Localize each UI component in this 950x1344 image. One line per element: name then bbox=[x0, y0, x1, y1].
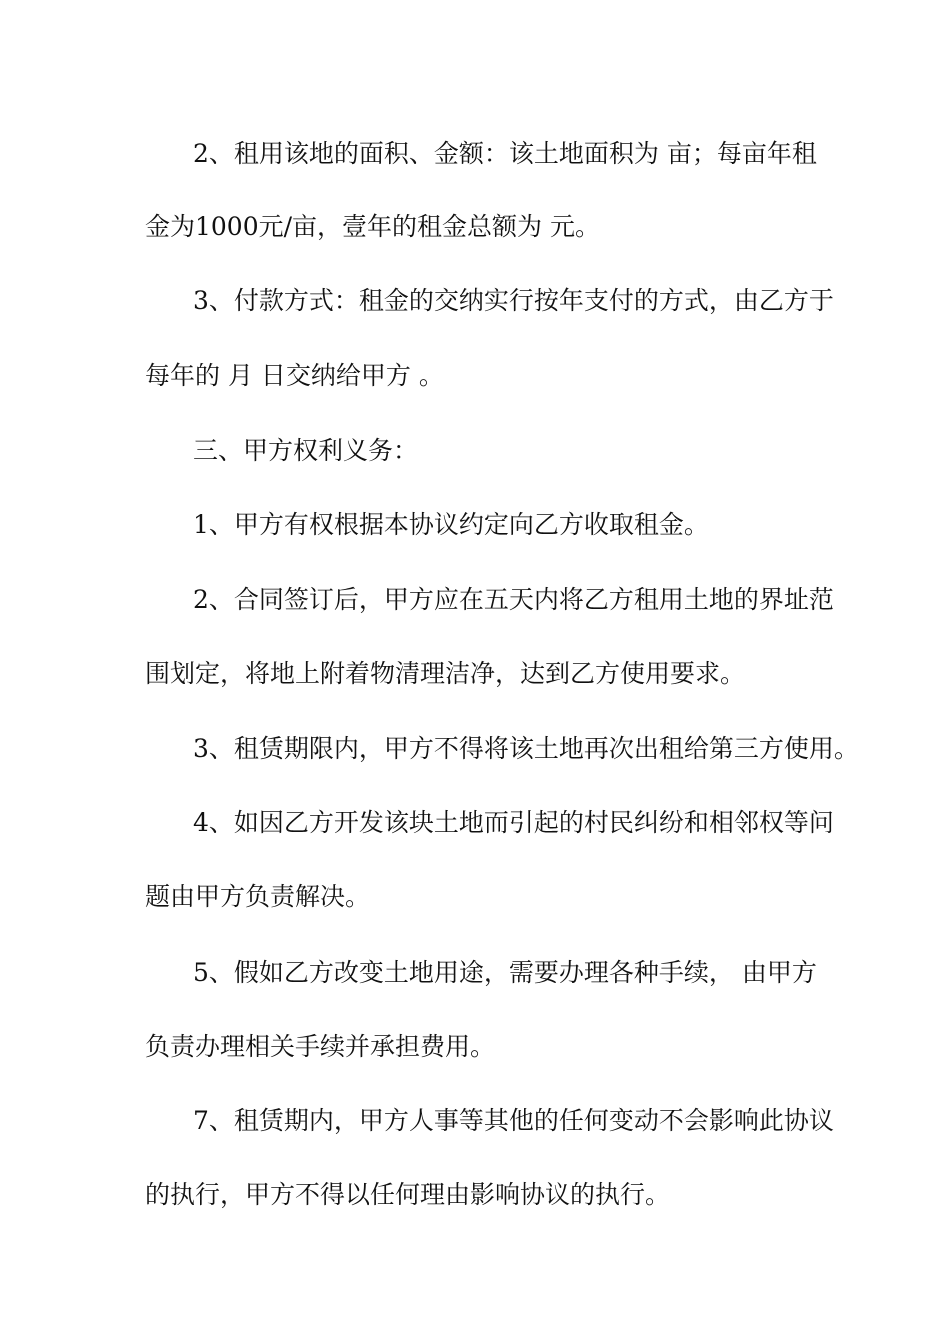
text-line: 3、付款方式：租金的交纳实行按年支付的方式，由乙方于 bbox=[193, 286, 834, 315]
text-line: 围划定，将地上附着物清理洁净，达到乙方使用要求。 bbox=[145, 659, 746, 688]
text-line: 题由甲方负责解决。 bbox=[145, 882, 371, 911]
text-line: 的执行，甲方不得以任何理由影响协议的执行。 bbox=[145, 1180, 671, 1209]
text-line: 2、租用该地的面积、金额：该土地面积为 亩；每亩年租 bbox=[193, 139, 817, 168]
text-line: 3、租赁期限内，甲方不得将该土地再次出租给第三方使用。 bbox=[193, 734, 859, 763]
text-line: 4、如因乙方开发该块土地而引起的村民纠纷和相邻权等问 bbox=[193, 808, 834, 837]
text-line: 负责办理相关手续并承担费用。 bbox=[145, 1032, 496, 1061]
text-line: 5、假如乙方改变土地用途，需要办理各种手续， 由甲方 bbox=[193, 958, 817, 987]
text-line: 每年的 月 日交纳给甲方 。 bbox=[145, 361, 444, 390]
section-heading: 三、甲方权利义务： bbox=[193, 436, 419, 465]
text-line: 1、甲方有权根据本协议约定向乙方收取租金。 bbox=[193, 510, 709, 539]
text-line: 2、合同签订后，甲方应在五天内将乙方租用土地的界址范 bbox=[193, 585, 834, 614]
text-line: 7、租赁期内，甲方人事等其他的任何变动不会影响此协议 bbox=[193, 1106, 834, 1135]
text-line: 金为1000元/亩，壹年的租金总额为 元。 bbox=[145, 212, 600, 241]
